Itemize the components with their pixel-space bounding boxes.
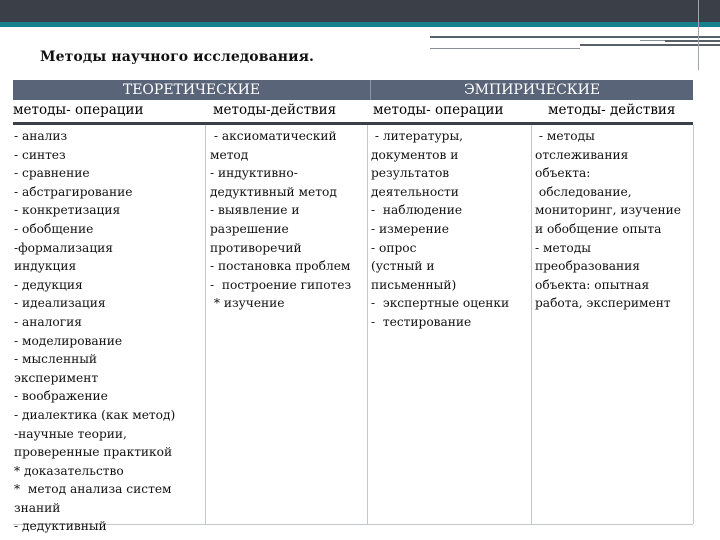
cell-line: работа, эксперимент	[535, 296, 671, 311]
decorative-line	[665, 40, 720, 42]
cell-line: - наблюдение	[371, 203, 463, 218]
cell-line: * метод анализа систем	[14, 482, 172, 497]
decorative-line	[430, 48, 580, 49]
column-empirical-operations	[371, 127, 509, 332]
cell-line: - выявление и	[210, 203, 300, 218]
cell-line: - методы	[535, 240, 591, 255]
cell-line: знаний	[14, 500, 61, 515]
column-empirical-actions	[535, 127, 681, 313]
cell-line: проверенные практикой	[14, 445, 173, 460]
cell-line: - опрос	[371, 240, 417, 255]
cell-line: обследование,	[535, 184, 632, 199]
cell-line: противоречий	[210, 240, 302, 255]
cell-line: - литературы,	[371, 129, 464, 143]
cell-line: - дедукция	[14, 277, 83, 292]
cell-line: -формализация	[14, 240, 113, 255]
column-divider	[367, 125, 368, 524]
cell-line: результатов	[371, 166, 450, 181]
decorative-line	[580, 44, 720, 46]
page-title: Методы научного исследования.	[40, 49, 314, 65]
empirical-group-header: ЭМПИРИЧЕСКИЕ	[463, 82, 601, 98]
subheader-theoretical-operations: методы- операции	[13, 102, 144, 118]
cell-line: - построение гипотез	[210, 277, 352, 292]
column-theoretical-operations	[14, 127, 175, 536]
cell-line: деятельности	[371, 184, 459, 199]
top-header-bar	[0, 0, 720, 22]
cell-line: эксперимент	[14, 370, 99, 385]
cell-line: * изучение	[210, 296, 285, 311]
cell-line: - методы	[535, 129, 595, 143]
decorative-vertical-line	[698, 0, 699, 70]
cell-line: - измерение	[371, 221, 449, 236]
subheader-empirical-operations: методы- операции	[373, 102, 504, 118]
column-divider	[693, 125, 694, 524]
cell-line: преобразования	[535, 259, 640, 274]
cell-line: - конкретизация	[14, 203, 121, 218]
decorative-line	[430, 36, 720, 38]
cell-line: - аксиоматический	[210, 129, 337, 143]
subheader-row	[13, 100, 693, 122]
cell-line: - абстрагирование	[14, 184, 133, 199]
cell-line: -научные теории,	[14, 426, 127, 441]
cell-line: - синтез	[14, 147, 66, 162]
cell-line: - тестирование	[371, 314, 472, 329]
cell-line: и обобщение опыта	[535, 221, 662, 236]
cell-line: - моделирование	[14, 333, 123, 348]
header-separator	[13, 122, 693, 125]
cell-line: * доказательство	[14, 463, 124, 478]
cell-line: объекта: опытная	[535, 277, 650, 292]
cell-line: - анализ	[14, 129, 68, 143]
cell-line: объекта:	[535, 166, 591, 181]
column-theoretical-actions	[210, 127, 351, 313]
cell-line: - дедуктивный	[14, 519, 107, 534]
column-divider	[531, 125, 532, 524]
cell-line: дедуктивный метод	[210, 184, 337, 199]
cell-line: - идеализация	[14, 296, 106, 311]
cell-line: (устный и	[371, 259, 435, 274]
cell-line: - обобщение	[14, 221, 94, 236]
cell-line: - мысленный	[14, 352, 98, 367]
cell-line: - сравнение	[14, 166, 90, 181]
cell-line: индукция	[14, 259, 77, 274]
top-accent-stripe	[0, 22, 720, 27]
subheader-empirical-actions: методы- действия	[548, 102, 676, 118]
cell-line: - постановка проблем	[210, 259, 351, 274]
cell-line: - экспертные оценки	[371, 296, 510, 311]
cell-line: метод	[210, 147, 249, 162]
cell-line: документов и	[371, 147, 459, 162]
column-divider	[205, 125, 206, 524]
cell-line: - диалектика (как метод)	[14, 407, 176, 422]
cell-line: - аналогия	[14, 314, 82, 329]
group-header-row	[13, 80, 693, 100]
cell-line: разрешение	[210, 221, 289, 236]
theoretical-group-header: ТЕОРЕТИЧЕСКИЕ	[122, 82, 261, 98]
cell-line: - воображение	[14, 389, 108, 404]
subheader-theoretical-actions: методы-действия	[213, 102, 337, 118]
cell-line: мониторинг, изучение	[535, 203, 681, 218]
cell-line: письменный)	[371, 277, 457, 292]
cell-line: - индуктивно-	[210, 166, 298, 181]
cell-line: отслеживания	[535, 147, 629, 162]
